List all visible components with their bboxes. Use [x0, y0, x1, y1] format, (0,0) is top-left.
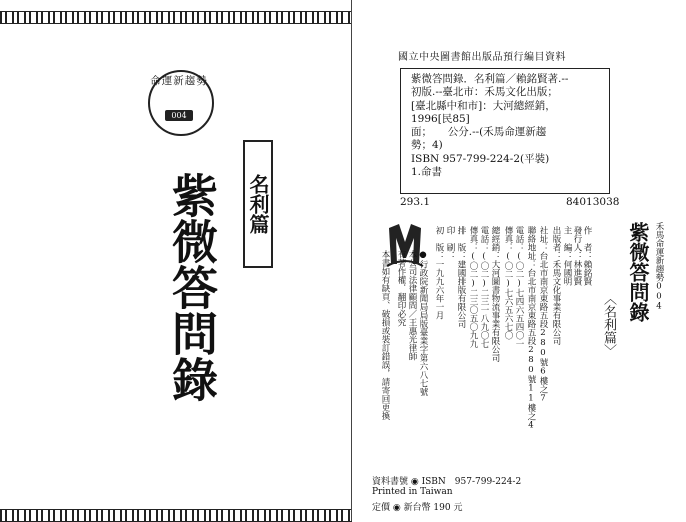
- book-title: 紫微答問錄: [165, 172, 219, 402]
- cip-line: ISBN 957-799-224-2(平裝): [411, 152, 550, 165]
- credit-line: 印 刷：: [445, 226, 455, 260]
- cip-class: 293.1: [400, 196, 431, 208]
- credit-line: 傳真：(〇二)二三〇五〇九九: [468, 226, 478, 348]
- credit-line: 發行人：林進賢: [572, 226, 582, 286]
- series-number: 004: [165, 110, 193, 121]
- cip-line: 1.命書: [411, 166, 443, 179]
- series-label: 禾馬命運新趨勢004: [654, 222, 664, 312]
- credit-line: 電話：(〇二)二三一八九〇七: [479, 226, 489, 348]
- cip-box: [400, 68, 610, 194]
- bottom-border-pattern: [0, 509, 352, 522]
- credit-line: 排 版：建國排版有限公司: [456, 226, 466, 328]
- footer-printed: Printed in Taiwan: [372, 487, 453, 497]
- legal-line: 本公司法律顧問／王惠光律師: [407, 250, 417, 361]
- credit-line: 電話：(〇二)七四六五四〇一: [514, 226, 524, 348]
- cip-line: 勢；4): [411, 139, 443, 152]
- footer-price: 定價 ◉ 新台幣 190 元: [372, 503, 463, 513]
- legal-line: ●行政院新聞局局版臺業字第六八七號: [418, 250, 428, 396]
- subtitle: 名利篇: [246, 174, 270, 234]
- book-title-right: 紫微答問錄: [626, 222, 650, 322]
- legal-line: 本書如有缺頁、破損或裝訂錯誤，請寄回更換: [380, 250, 390, 420]
- credit-line: 總經銷：大河圖書物流事業有限公司: [490, 226, 500, 362]
- credit-line: 出版者：禾馬文化事業有限公司: [551, 226, 561, 345]
- credit-line: 傳真：(〇二)七六五六七〇: [503, 226, 513, 340]
- footer-isbn: 資料書號 ◉ ISBN 957-799-224-2: [372, 477, 522, 487]
- cip-heading: 國立中央圖書館出版品預行編目資料: [398, 52, 566, 63]
- cip-number: 84013038: [566, 196, 620, 208]
- top-border-pattern: [0, 11, 352, 24]
- credit-line: 作 者：賴銘賢: [582, 226, 592, 286]
- cip-line: [臺北縣中和市]：大河總經銷，: [411, 99, 556, 112]
- subtitle-box: [243, 140, 273, 268]
- cip-line: 初版.--臺北市：禾馬文化出版；: [411, 86, 558, 99]
- cip-line: 1996[民85]: [411, 112, 470, 125]
- credit-line: 聯絡地址：台北市南京東路五段280號11樓之4: [526, 226, 536, 431]
- series-emblem: [148, 70, 210, 140]
- page-gutter: [351, 0, 352, 521]
- credit-line: 主 編：何國明: [562, 226, 572, 286]
- cip-line: 紫微答問錄．名利篇／賴銘賢著.--: [411, 73, 569, 85]
- cip-line: 面； 公分.--(禾馬命運新趨: [411, 126, 547, 139]
- credit-line: 初 版：一九九六年一月: [434, 226, 444, 320]
- series-ring-text: 命運新趨勢: [150, 75, 208, 87]
- credit-line: 社址：台北市南京東路五段280號6樓之7: [538, 226, 548, 404]
- legal-line: 有著作權．翻印必究: [396, 250, 406, 327]
- book-subtitle-right: 〈名利篇〉: [601, 292, 616, 357]
